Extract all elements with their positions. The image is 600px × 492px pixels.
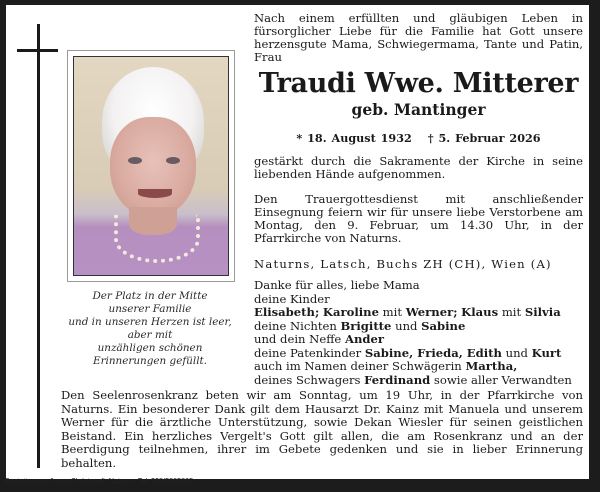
connector-text: und bbox=[395, 318, 418, 333]
caption-line: Der Platz in der Mitte bbox=[92, 290, 208, 302]
nieces-label: deine Nichten bbox=[254, 318, 337, 333]
cross-icon-horizontal bbox=[17, 49, 58, 52]
relatives-text: sowie aller Verwandten bbox=[433, 372, 572, 387]
child-name: Klaus bbox=[461, 305, 499, 319]
caption-line: Erinnerungen gefüllt. bbox=[92, 355, 208, 367]
godchildren-names: Sabine, Frieda, Edith bbox=[364, 345, 502, 360]
obituary-notice bbox=[6, 5, 589, 479]
death-date: † 5. Februar 2026 bbox=[427, 131, 541, 145]
cross-icon-vertical bbox=[37, 24, 40, 468]
places-line: Naturns, Latsch, Buchs ZH (CH), Wien (A) bbox=[254, 257, 552, 271]
caption-line: unzähligen schönen bbox=[97, 342, 203, 354]
sister-in-law-line bbox=[254, 360, 583, 374]
connector-text: und bbox=[505, 345, 528, 360]
photo-face bbox=[110, 117, 196, 217]
birth-date: * 18. August 1932 bbox=[296, 131, 412, 145]
sacraments-paragraph: gestärkt durch die Sakramente der Kirche in seine liebenden Hände aufgenommen. bbox=[254, 154, 583, 181]
nephew-label: und dein Neffe bbox=[254, 332, 342, 346]
sister-in-law-name: Martha, bbox=[465, 359, 518, 373]
caption-line: unserer Familie bbox=[108, 303, 192, 315]
brother-in-law-label: deines Schwagers bbox=[254, 372, 361, 387]
nieces-line bbox=[254, 320, 583, 334]
godchildren-line bbox=[254, 347, 583, 361]
connector-text: mit bbox=[501, 305, 522, 319]
children-label: deine Kinder bbox=[254, 291, 330, 306]
intro-text-block bbox=[254, 12, 583, 64]
godchildren-label: deine Patenkinder bbox=[254, 345, 362, 360]
portrait-frame bbox=[67, 50, 235, 282]
caption-line: aber mit bbox=[127, 329, 173, 341]
brother-in-law-name: Ferdinand bbox=[364, 372, 431, 387]
portrait-photo bbox=[73, 56, 229, 276]
sacraments-paragraph-block bbox=[254, 155, 583, 181]
funeral-paragraph: Den Trauergottesdienst mit anschließender Einsegnung feiern wir für unsere liebe Verstorbene am Montag, den 9. Februar, um 14.30 Uhr, in der Pfarrkirche von Naturns. bbox=[254, 192, 583, 245]
child-name: Karoline bbox=[322, 305, 379, 319]
thanks-line: Danke für alles, liebe Mama bbox=[254, 278, 420, 292]
closing-paragraph: Den Seelenrosenkranz beten wir am Sonntag, um 19 Uhr, in der Pfarrkirche von Naturns. Ein besonderer Dank gilt dem Hausarzt Dr. Kainz mit Manuela und unserem Werner für die ärztliche Unterstützung, sowie Dekan Wiesler für seinen geistlichen Beistand. Ein herzliches Vergelt's Gott gilt allen, die am Rosenkranz und an der Beerdigung teilnehmen, ihrer im Gebete gedenken und sie in lieber Erinnerung behalten. bbox=[61, 388, 583, 470]
photo-eye-right bbox=[166, 157, 180, 164]
family-signatures bbox=[254, 279, 583, 387]
brother-in-law-line bbox=[254, 374, 583, 388]
child-name: Elisabeth; bbox=[254, 305, 320, 319]
intro-text: Nach einem erfüllten und gläubigen Leben in fürsorglicher Liebe für die Familie hat Gott unsere herzensgute Mama, Schwiegermama, Tante und Patin, Frau bbox=[254, 11, 583, 64]
maiden-name: geb. Mantinger bbox=[351, 100, 486, 119]
sister-in-law-label: auch im Namen deiner Schwägerin bbox=[254, 359, 462, 373]
connector-text: mit bbox=[382, 305, 403, 319]
nephew-name: Ander bbox=[344, 332, 385, 346]
photo-pearl-necklace bbox=[114, 215, 200, 263]
funeral-home-credit: Bestattungen Jonas Christanell, Naturns, Tel. 338/5805805 bbox=[5, 477, 194, 486]
children-line bbox=[254, 306, 583, 320]
funeral-paragraph-block bbox=[254, 193, 583, 245]
spouse-name: Werner; bbox=[405, 305, 458, 319]
photo-mouth bbox=[138, 189, 172, 198]
spouse-name: Silvia bbox=[524, 305, 561, 319]
nephew-line bbox=[254, 333, 583, 347]
caption-line: und in unseren Herzen ist leer, bbox=[68, 316, 232, 328]
memorial-caption bbox=[46, 290, 254, 368]
photo-eye-left bbox=[128, 157, 142, 164]
life-dates bbox=[254, 131, 583, 145]
niece-name: Brigitte bbox=[340, 318, 392, 333]
godchild-name: Kurt bbox=[531, 345, 562, 360]
niece-name: Sabine bbox=[421, 318, 466, 333]
deceased-name: Traudi Wwe. Mitterer bbox=[258, 68, 579, 99]
closing-block bbox=[61, 389, 583, 470]
